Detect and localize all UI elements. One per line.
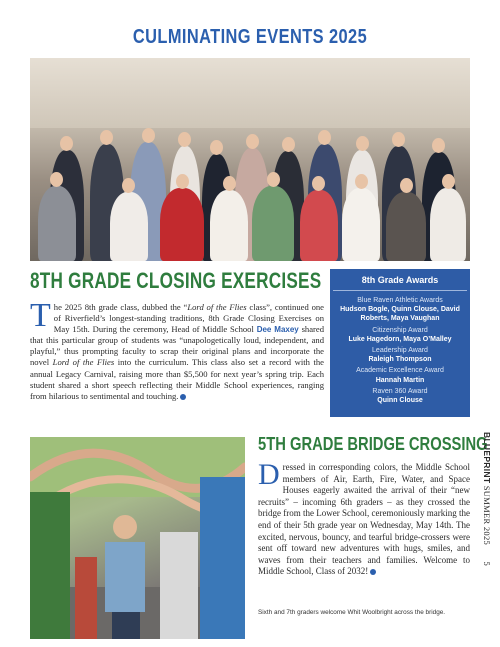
photo-figure — [342, 188, 380, 261]
bridge-photo-illustration — [30, 437, 245, 639]
award-category: Citizenship Award — [372, 326, 428, 334]
book-title: Lord of the Flies — [52, 357, 115, 368]
article-text: class”, continued one of Riverfield’s longest-standing traditions, 8th Grade Closing Exercises on May 15th. During the ceremony, Head of Middle School — [53, 302, 324, 335]
photo-figure — [386, 192, 426, 261]
photo-face — [246, 134, 259, 149]
photo-face — [122, 178, 135, 193]
photo-face — [267, 172, 280, 187]
photo-face — [312, 176, 325, 191]
article-text: ressed in corresponding colors, the Middle School members of Air, Earth, Fire, Water, and Space Houses eagerly awaited the arrival of their “new recruits” – incoming 6th graders – as they crossed the bridge from the Lower School, ceremoniously marking the end of their 5th grade year on Wednesday, May 14th. The excited, nervous, bouncy, and tearful bridge-crossers were sent off toward new adventures with hugs, smiles, and waves from their teachers and families. Welcome to Middle School, Class of 2032! — [258, 462, 470, 577]
bridge-crossing-article — [258, 458, 470, 578]
award-category: Leadership Award — [372, 347, 428, 355]
article-text: he 2025 8th grade class, dubbed the “ — [53, 302, 188, 312]
photo-face — [176, 174, 189, 189]
awards-sidebar — [330, 269, 470, 417]
photo-face — [355, 174, 368, 189]
photo-figure — [160, 188, 204, 261]
end-mark-icon — [370, 569, 376, 575]
drop-cap: T — [30, 297, 51, 334]
photo-face — [442, 174, 455, 189]
photo-face — [142, 128, 155, 143]
award-recipients: Hannah Martin — [375, 376, 425, 384]
photo-background-wall — [30, 58, 470, 128]
book-title: Lord of the Flies — [187, 302, 247, 312]
award-recipients: Luke Hagedorn, Maya O’Malley — [348, 335, 452, 343]
person-name: Dee Maxey — [256, 325, 299, 335]
award-category: Raven 360 Award — [372, 387, 428, 395]
class-group-photo — [30, 58, 470, 261]
award-category: Blue Raven Athletic Awards — [357, 297, 443, 304]
photo-figure — [210, 190, 248, 261]
award-recipients: Quinn Clouse — [377, 397, 423, 405]
page-title: CULMINATING EVENTS 2025 — [132, 26, 368, 48]
photo-face — [318, 130, 331, 145]
photo-figure — [430, 188, 466, 261]
awards-title: 8th Grade Awards — [361, 275, 439, 285]
page-footer — [480, 432, 494, 642]
photo-face — [432, 138, 445, 153]
photo-figure — [38, 186, 76, 261]
photo-face — [223, 176, 236, 191]
photo-face — [50, 172, 63, 187]
awards-divider — [333, 290, 467, 291]
award-category: Academic Excellence Award — [356, 367, 444, 375]
article-text: shared that this particular group of students was “unapologetically loud, independent, and playful,” thus prompting faculty to scrap their original plans and incorporate the novel — [30, 324, 325, 368]
award-recipients: Hudson Bogle, Quinn Clouse, David Roberts, Maya Vaughan — [340, 306, 460, 323]
photo-face — [392, 132, 405, 147]
issue-label: SUMMER 2025 — [482, 485, 492, 546]
photo-face — [178, 132, 191, 147]
photo-figure — [300, 190, 338, 261]
drop-cap: D — [258, 458, 280, 491]
closing-exercises-article — [30, 297, 325, 402]
section-title-closing-exercises: 8TH GRADE CLOSING EXERCISES — [30, 268, 322, 293]
article-text: into the curriculum. This class also set a record with the annual Legacy Carnival, raising more than $5,500 for next year’s spring trip. Each student shared a short speech reflecting their Middle School experiences, ranging from hilarious to sentimental and touching. — [30, 357, 324, 401]
end-mark-icon — [180, 394, 186, 400]
photo-face — [60, 136, 73, 151]
photo-caption: Sixth and 7th graders welcome Whit Woolbright across the bridge. — [258, 609, 446, 616]
section-title-bridge-crossing: 5TH GRADE BRIDGE CROSSING — [258, 434, 488, 454]
photo-face — [400, 178, 413, 193]
bridge-crossing-photo — [30, 437, 245, 639]
photo-figure — [110, 192, 148, 261]
page-number: 5 — [482, 561, 492, 567]
award-recipients: Raleigh Thompson — [368, 356, 432, 364]
photo-face — [356, 136, 369, 151]
photo-face — [210, 140, 223, 155]
photo-figure — [252, 186, 294, 261]
publication-name: BLUEPRINT — [482, 432, 492, 484]
photo-face — [282, 137, 295, 152]
photo-face — [100, 130, 113, 145]
